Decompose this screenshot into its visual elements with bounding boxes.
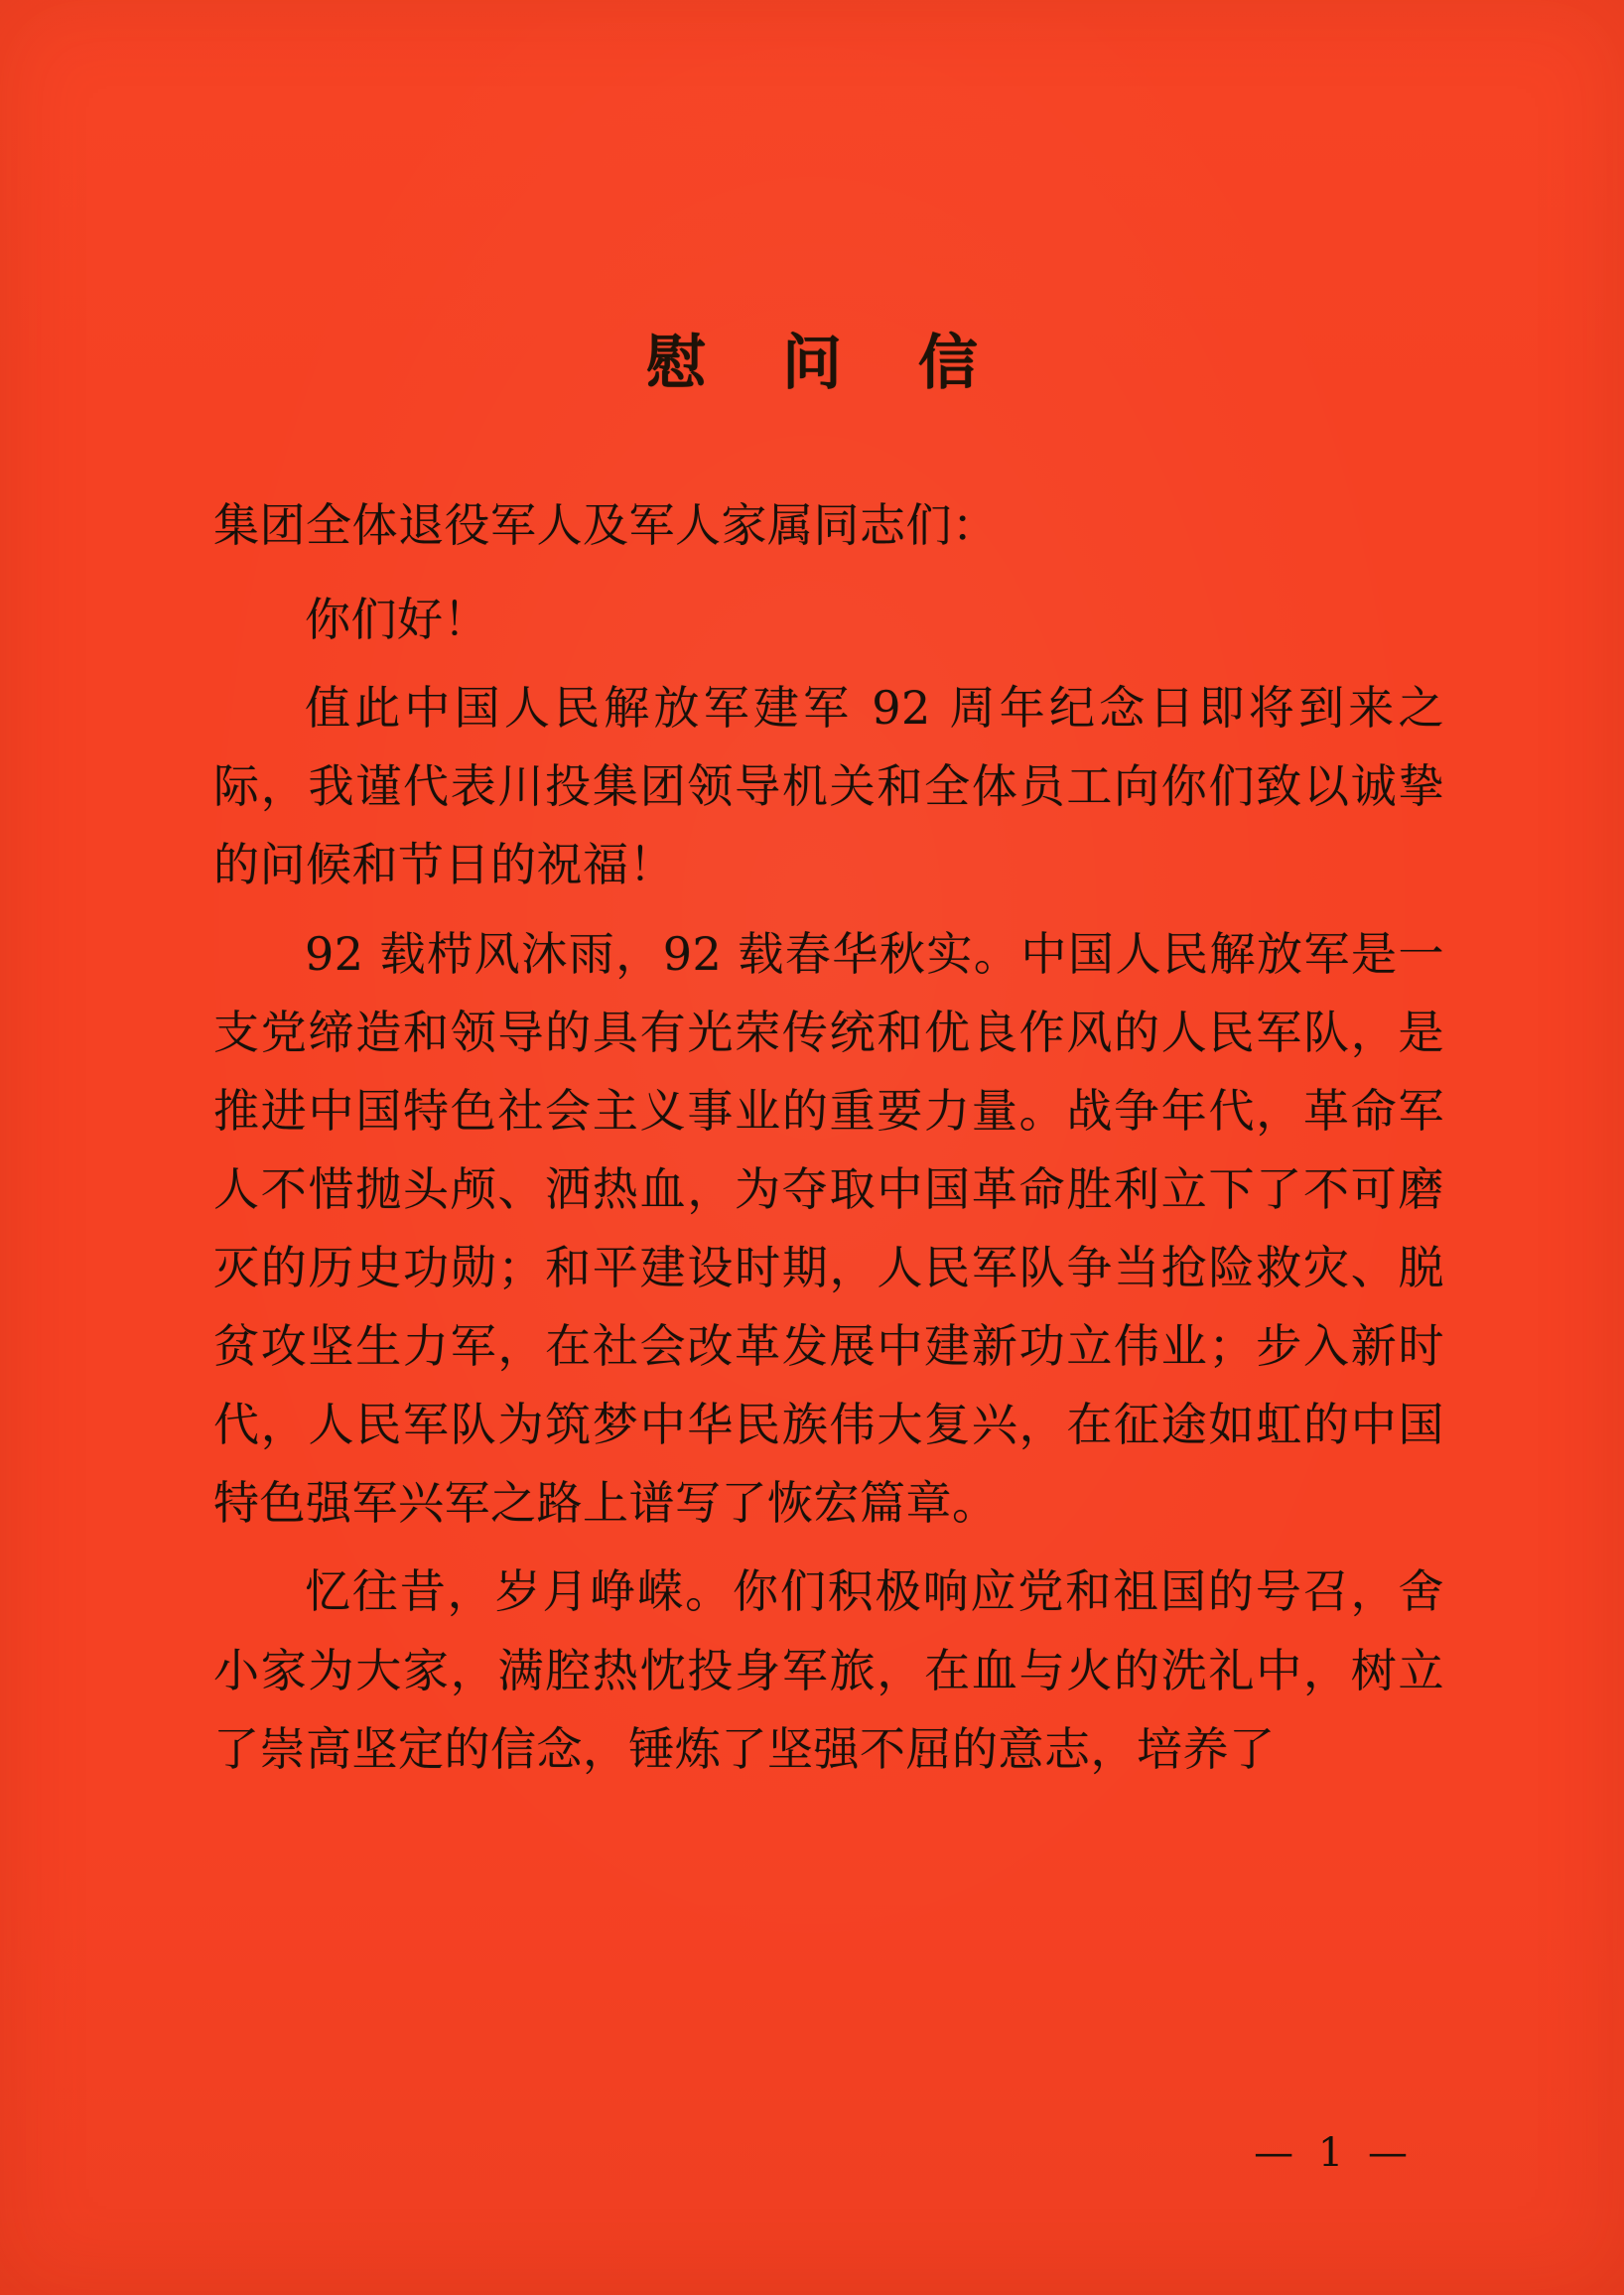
paragraph-history: 92 载栉风沐雨，92 载春华秋实。中国人民解放军是一支党缔造和领导的具有光荣传统和优良作风的人民军队，是推进中国特色社会主义事业的重要力量。战争年代，革命军人不惜抛头颅、洒热血，为夺取中国革命胜利立下了不可磨灭的历史功勋；和平建设时期，人民军队争当抢险救灾、脱贫攻坚生力军，在社会改革发展中建新功立伟业；步入新时代，人民军队为筑梦中华民族伟大复兴，在征途如虹的中国特色强军兴军之路上谱写了恢宏篇章。 (213, 926, 1444, 1531)
page-title: 慰 问 信 (646, 329, 1006, 398)
page-number: — 1 — (1254, 2130, 1414, 2176)
paragraph-memories: 忆往昔，岁月峥嵘。你们积极响应党和祖国的号召，舍小家为大家，满腔热忱投身军旅，在血与火的洗礼中，树立了崇高坚定的信念，锤炼了坚强不屈的意志，培养了 (213, 1564, 1444, 1776)
letter-body (213, 486, 1444, 1799)
paragraph-salutation: 集团全体退役军人及军人家属同志们： (213, 498, 999, 552)
paragraph-occasion: 值此中国人民解放军建军 92 周年纪念日即将到来之际，我谨代表川投集团领导机关和全体员工向你们致以诚挚的问候和节日的祝福！ (213, 681, 1444, 892)
paragraph-greeting: 你们好！ (305, 593, 489, 647)
